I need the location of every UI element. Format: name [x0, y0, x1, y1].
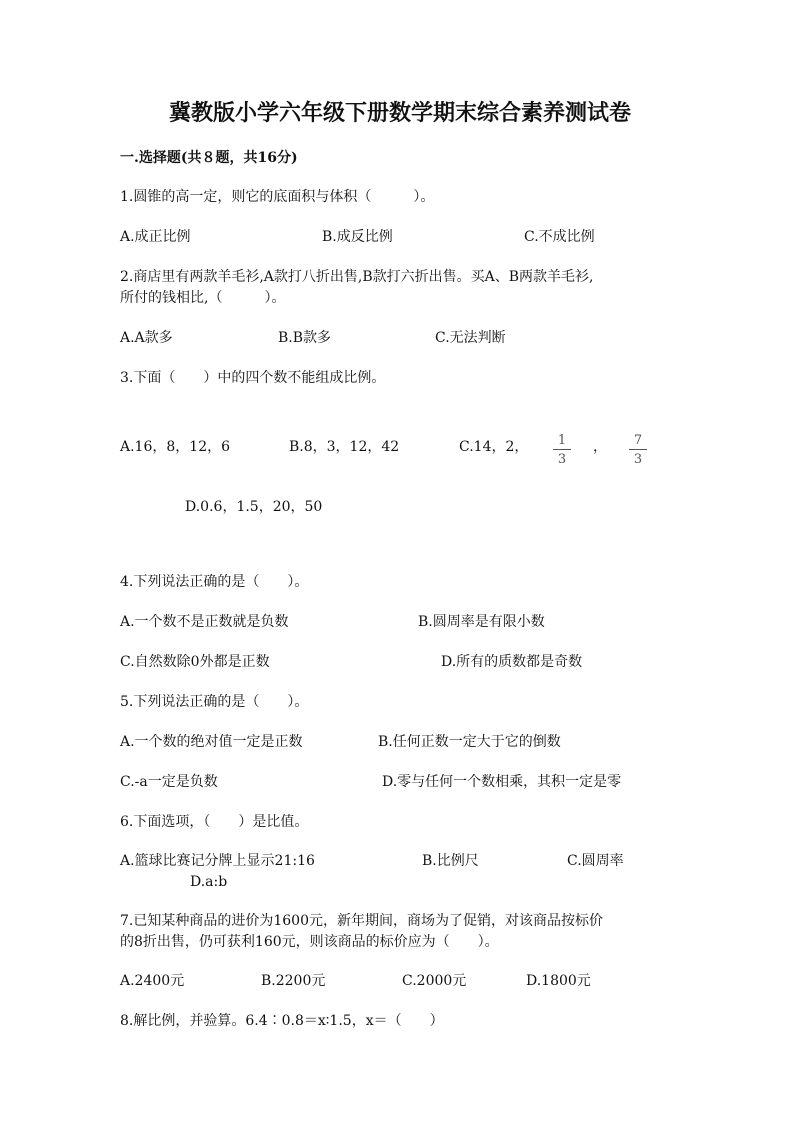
question-6-option-c[interactable]: C.圆周率: [567, 853, 624, 869]
question-3-stem: 3.下面（ ）中的四个数不能组成比例。: [120, 370, 386, 386]
question-2-option-c[interactable]: C.无法判断: [435, 330, 506, 346]
question-4-option-b[interactable]: B.圆周率是有限小数: [418, 614, 545, 630]
question-1-stem: 1.圆锥的高一定，则它的底面积与体积（ ）。: [120, 189, 435, 205]
question-6-option-d[interactable]: D.a:b: [190, 874, 228, 890]
page-title: 冀教版小学六年级下册数学期末综合素养测试卷: [168, 100, 631, 126]
question-7-option-a[interactable]: A.2400元: [120, 973, 185, 989]
question-2-option-b[interactable]: B.B款多: [278, 330, 332, 346]
question-3-option-b[interactable]: B.8，3，12，42: [289, 439, 400, 455]
question-4-option-d[interactable]: D.所有的质数都是奇数: [441, 654, 583, 670]
question-1-option-a[interactable]: A.成正比例: [120, 229, 191, 245]
question-2-option-a[interactable]: A.A款多: [120, 330, 173, 346]
question-4-option-a[interactable]: A.一个数不是正数就是负数: [120, 614, 289, 630]
question-7-option-d[interactable]: D.1800元: [526, 973, 591, 989]
question-7-option-c[interactable]: C.2000元: [402, 973, 467, 989]
fraction-bar: [629, 449, 647, 450]
question-1-option-b[interactable]: B.成反比例: [322, 229, 393, 245]
question-6-option-b[interactable]: B.比例尺: [422, 853, 479, 869]
question-6-stem: 6.下面选项，（ ）是比值。: [120, 814, 309, 830]
question-5-option-b[interactable]: B.任何正数一定大于它的倒数: [378, 734, 561, 750]
question-3-fraction-seven-thirds: [629, 433, 647, 467]
question-7-option-b[interactable]: B.2200元: [261, 973, 326, 989]
question-1-option-c[interactable]: C.不成比例: [524, 229, 595, 245]
section-heading-choice: 一.选择题(共８题，共16分): [120, 150, 298, 166]
question-5-option-a[interactable]: A.一个数的绝对值一定是正数: [120, 734, 303, 750]
question-4-stem: 4.下列说法正确的是（ ）。: [120, 574, 309, 590]
question-7-stem-line-2: 的8折出售，仍可获利160元，则该商品的标价应为（ ）。: [120, 934, 499, 950]
question-5-option-c[interactable]: C.-a一定是负数: [120, 774, 218, 790]
question-5-stem: 5.下列说法正确的是（ ）。: [120, 694, 309, 710]
question-6-option-a[interactable]: A.篮球比赛记分牌上显示21:16: [120, 853, 315, 869]
question-3-option-a[interactable]: A.16，8，12，6: [120, 439, 231, 455]
question-2-stem-line-1: 2.商店里有两款羊毛衫,A款打八折出售,B款打六折出售。买A、B两款羊毛衫,: [120, 269, 594, 285]
question-5-option-d[interactable]: D.零与任何一个数相乘，其积一定是零: [382, 774, 622, 790]
question-2-stem-line-2: 所付的钱相比,（ ）。: [120, 290, 286, 306]
fraction-denominator: 3: [633, 452, 643, 467]
question-3-option-d[interactable]: D.0.6，1.5，20，50: [185, 499, 323, 515]
question-8-stem: 8.解比例，并验算。6.4∶0.8＝x∶1.5，x＝（ ）: [120, 1013, 444, 1029]
question-3-option-c[interactable]: C.14，2，: [459, 439, 529, 455]
question-7-stem-line-1: 7.已知某种商品的进价为1600元，新年期间，商场为了促销，对该商品按标价: [120, 913, 603, 929]
question-4-option-c[interactable]: C.自然数除0外都是正数: [120, 654, 270, 670]
fraction-numerator: 7: [633, 433, 643, 448]
fraction-numerator: 1: [557, 433, 567, 448]
fraction-bar: [553, 449, 571, 450]
question-3-fraction-one-third: [553, 433, 571, 467]
fraction-denominator: 3: [557, 452, 567, 467]
question-3-fraction-separator: ，: [593, 439, 607, 455]
